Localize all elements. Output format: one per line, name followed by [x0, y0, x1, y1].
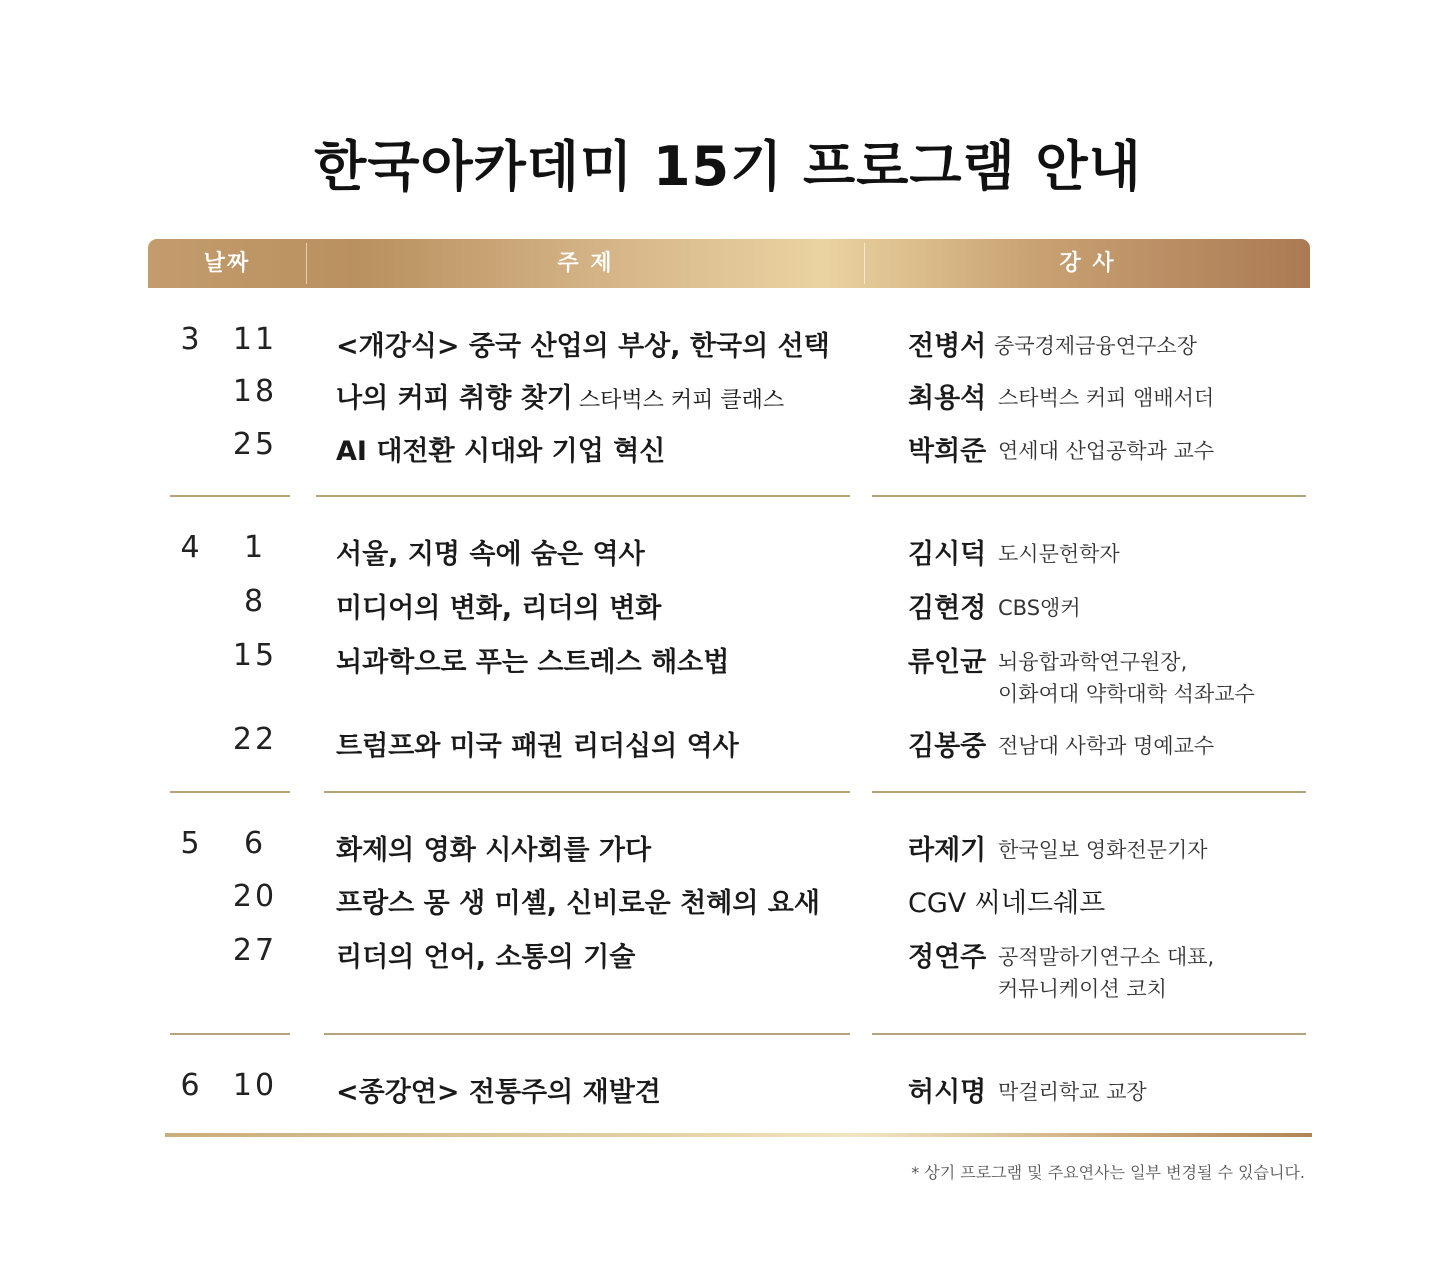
footnote: * 상기 프로그램 및 주요연사는 일부 변경될 수 있습니다.	[911, 1163, 1305, 1182]
table-row	[0, 720, 1456, 760]
topic-cell	[336, 828, 651, 867]
topic-text: 리더의 언어, 소통의 기술	[336, 942, 636, 973]
topic-text: 뇌과학으로 푸는 스트레스 해소법	[336, 647, 730, 678]
table-row	[0, 931, 1456, 1011]
topic-text: <개강식> 중국 산업의 부상, 한국의 선택	[336, 331, 830, 362]
speaker-affiliation: 뇌융합과학연구원장,	[998, 650, 1188, 674]
speaker-affiliation: 도시문헌학자	[998, 542, 1120, 566]
divider-date	[170, 495, 290, 497]
divider-speaker	[872, 495, 1306, 497]
header-speaker: 강 사	[1059, 251, 1116, 276]
speaker-name: 김시덕	[908, 539, 987, 570]
table-header	[148, 239, 1310, 288]
topic-cell	[336, 376, 784, 415]
day-cell: 22	[232, 722, 278, 757]
topic-text: 프랑스 몽 생 미셸, 신비로운 천혜의 요새	[336, 888, 820, 919]
topic-text: 트럼프와 미국 패권 리더십의 역사	[336, 731, 739, 762]
day-cell: 18	[232, 374, 278, 409]
divider-topic	[316, 495, 850, 497]
page-title: 한국아카데미 15기 프로그램 안내	[314, 135, 1142, 198]
day-cell: 15	[232, 638, 278, 673]
speaker-name: 허시명	[908, 1077, 987, 1108]
speaker-affiliation-line2: 커뮤니케이션 코치	[998, 977, 1167, 1001]
speaker-name: 정연주	[908, 942, 987, 973]
topic-cell	[336, 324, 830, 363]
table-row	[0, 372, 1456, 412]
topic-cell	[336, 724, 739, 763]
table-row	[0, 528, 1456, 568]
speaker-name: 전병서	[908, 331, 987, 362]
topic-text: 서울, 지명 속에 숨은 역사	[336, 539, 645, 570]
divider-date	[170, 1033, 290, 1035]
speaker-affiliation: 막걸리학교 교장	[998, 1080, 1147, 1104]
speaker-affiliation: 한국일보 영화전문기자	[998, 838, 1208, 862]
speaker-affiliation: CBS앵커	[998, 596, 1081, 620]
month-cell: 6	[180, 1068, 200, 1103]
day-cell: 11	[232, 322, 278, 357]
day-cell: 27	[232, 933, 278, 968]
header-date: 날짜	[203, 251, 251, 276]
topic-cell	[336, 1070, 661, 1109]
speaker-name: CGV 씨네드쉐프	[908, 888, 1106, 919]
header-topic: 주 제	[557, 251, 614, 276]
table-row	[0, 425, 1456, 465]
speaker-name: 최용석	[908, 383, 987, 414]
speaker-name: 김현정	[908, 593, 987, 624]
topic-cell	[336, 935, 635, 974]
table-row	[0, 582, 1456, 622]
divider-topic	[324, 1033, 850, 1035]
speaker-affiliation: 스타벅스 커피 앰배서더	[998, 386, 1215, 410]
day-cell: 25	[232, 427, 278, 462]
day-cell: 8	[243, 584, 267, 619]
topic-text: 미디어의 변화, 리더의 변화	[336, 593, 662, 624]
topic-cell	[336, 532, 645, 571]
day-cell: 10	[232, 1068, 278, 1103]
divider-speaker	[872, 791, 1306, 793]
month-cell: 4	[180, 530, 200, 565]
topic-text: 화제의 영화 시사회를 가다	[336, 835, 652, 866]
day-cell: 20	[232, 879, 278, 914]
topic-cell	[336, 429, 665, 468]
topic-subtext: 스타벅스 커피 클래스	[578, 388, 785, 413]
table-row	[0, 1066, 1456, 1106]
speaker-affiliation: 연세대 산업공학과 교수	[998, 439, 1215, 463]
divider-date	[170, 791, 290, 793]
day-cell: 1	[243, 530, 267, 565]
table-row	[0, 877, 1456, 917]
speaker-affiliation-line2: 이화여대 약학대학 석좌교수	[998, 682, 1255, 706]
speaker-affiliation: 전남대 사학과 명예교수	[998, 734, 1215, 758]
speaker-affiliation: 중국경제금융연구소장	[994, 334, 1197, 358]
table-row	[0, 636, 1456, 716]
month-cell: 5	[180, 826, 200, 861]
table-row	[0, 824, 1456, 864]
topic-text: AI 대전환 시대와 기업 혁신	[336, 436, 666, 467]
speaker-name: 김봉중	[908, 731, 987, 762]
table-bottom-rule	[165, 1133, 1312, 1137]
divider-speaker	[872, 1033, 1306, 1035]
speaker-affiliation: 공적말하기연구소 대표,	[998, 945, 1215, 969]
speaker-name: 라제기	[908, 835, 987, 866]
topic-text: <종강연> 전통주의 재발견	[336, 1077, 661, 1108]
divider-topic	[324, 791, 850, 793]
topic-cell	[336, 640, 729, 679]
table-row	[0, 320, 1456, 360]
speaker-name: 박희준	[908, 436, 987, 467]
topic-cell	[336, 881, 820, 920]
day-cell: 6	[243, 826, 267, 861]
topic-cell	[336, 586, 661, 625]
topic-text: 나의 커피 취향 찾기	[336, 383, 573, 414]
month-cell: 3	[180, 322, 200, 357]
speaker-name: 류인균	[908, 647, 987, 678]
